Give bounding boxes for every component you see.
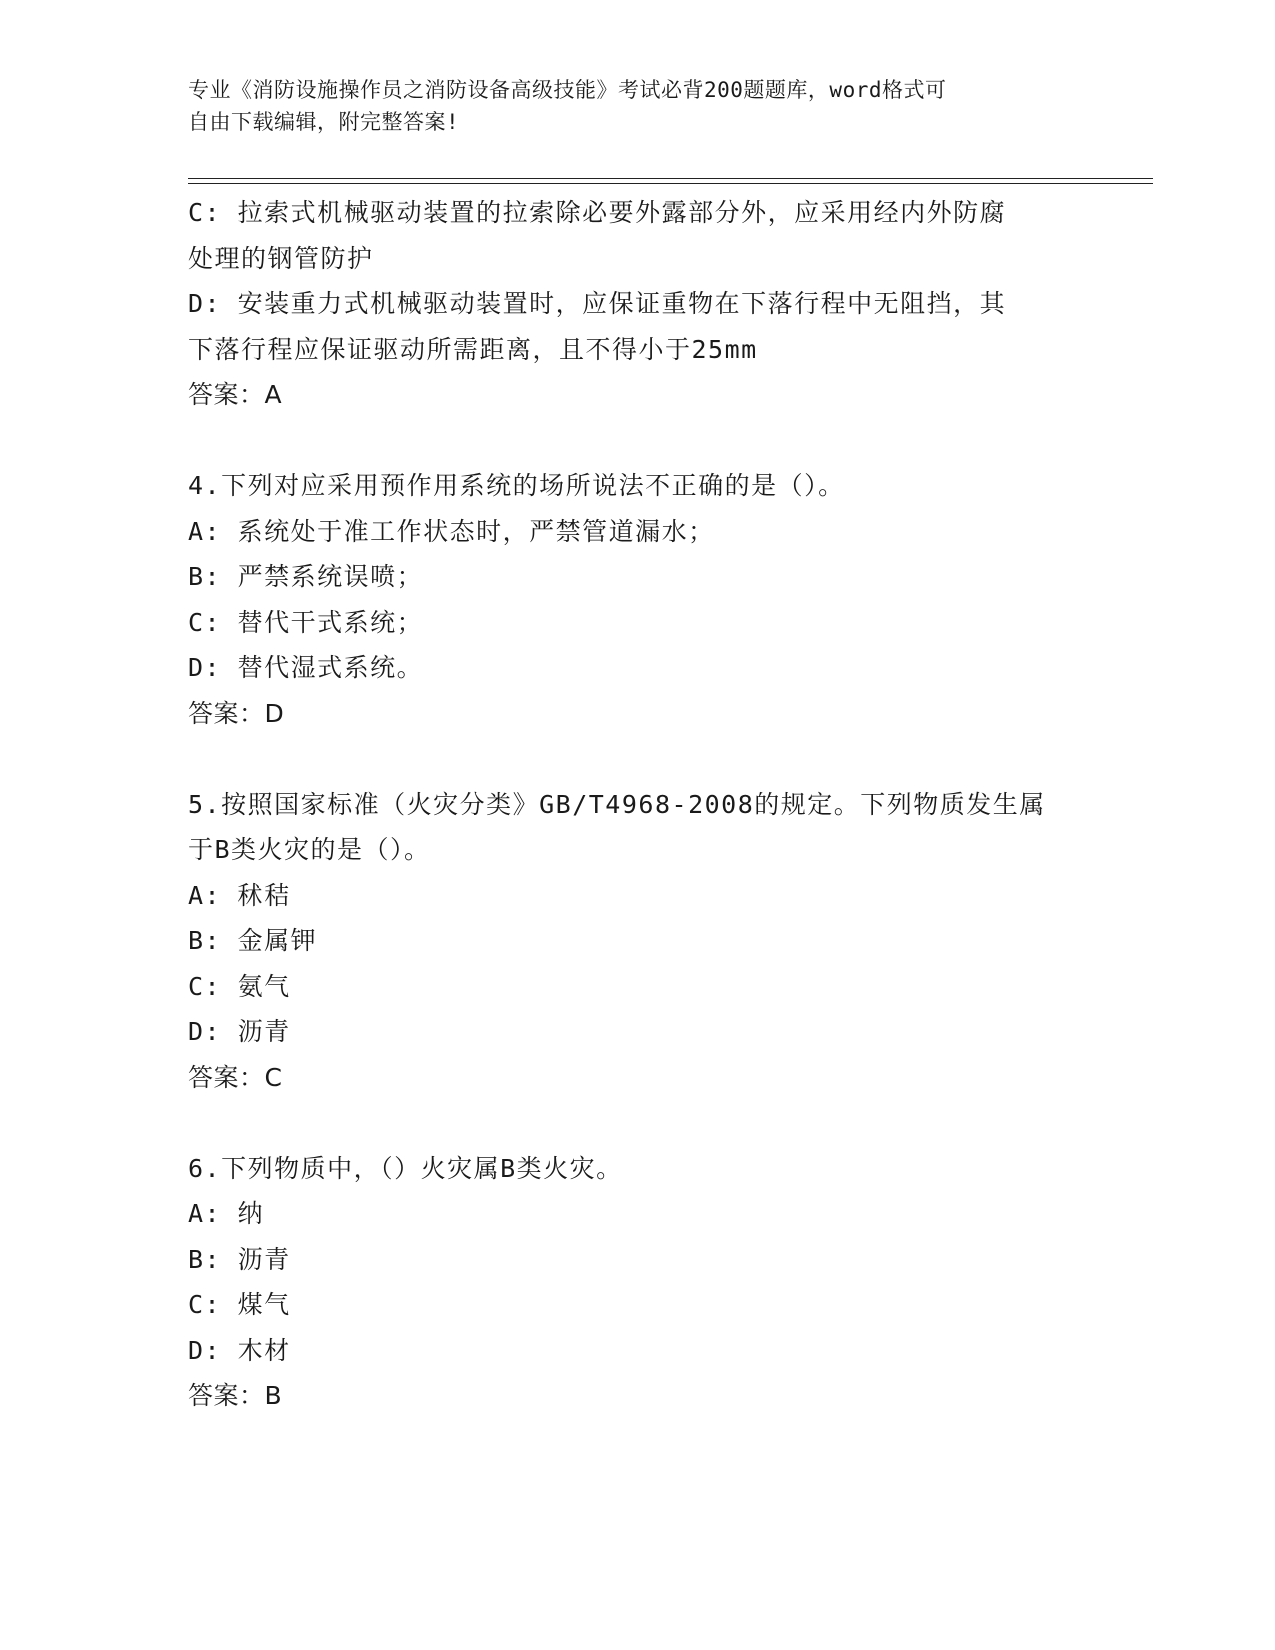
option-d-line-2: 下落行程应保证驱动所需距离，且不得小于25mm (188, 334, 758, 364)
option-a: A: 纳 (188, 1199, 265, 1228)
option-b: B: 严禁系统误喷； (188, 562, 424, 591)
answer-label: 答案：B (188, 1381, 283, 1410)
question-list (188, 190, 1088, 1419)
answer-label: 答案：A (188, 380, 283, 409)
header-divider-top (188, 178, 1153, 179)
header-divider-bottom (188, 183, 1153, 184)
option-d: D: 沥青 (188, 1017, 291, 1046)
question-stem-line-1: 5.按照国家标准（火灾分类》GB/T4968-2008的规定。下列物质发生属 (188, 789, 1046, 819)
question-stem: 6.下列物质中，（）火灾属B类火灾。 (188, 1153, 623, 1183)
option-c: C: 煤气 (188, 1290, 291, 1319)
question-3-continued (188, 190, 1088, 418)
question-5 (188, 782, 1088, 1101)
option-c: C: 替代干式系统； (188, 607, 424, 637)
option-b: B: 沥青 (188, 1244, 291, 1274)
option-c-line-2: 处理的钢管防护 (188, 243, 374, 273)
question-6 (188, 1146, 1088, 1419)
document-header (188, 74, 1068, 138)
answer-label: 答案：C (188, 1062, 283, 1092)
answer-label: 答案：D (188, 698, 285, 728)
question-stem-line-2: 于B类火灾的是（）。 (188, 835, 431, 864)
option-d: D: 木材 (188, 1335, 291, 1365)
question-stem: 4.下列对应采用预作用系统的场所说法不正确的是（）。 (188, 471, 845, 500)
question-gap (188, 1100, 1088, 1146)
option-c: C: 氨气 (188, 971, 291, 1001)
option-a: A: 系统处于准工作状态时，严禁管道漏水； (188, 516, 715, 546)
option-d: D: 替代湿式系统。 (188, 653, 424, 682)
question-gap (188, 418, 1088, 464)
header-title-line-2: 自由下载编辑，附完整答案! (188, 110, 460, 134)
header-title-line-1: 专业《消防设施操作员之消防设备高级技能》考试必背200题题库，word格式可 (188, 78, 947, 102)
question-4 (188, 463, 1088, 736)
option-c-line-1: C: 拉索式机械驱动装置的拉索除必要外露部分外，应采用经内外防腐 (188, 198, 1007, 227)
option-b: B: 金属钾 (188, 926, 318, 955)
question-gap (188, 736, 1088, 782)
option-a: A: 秫秸 (188, 880, 291, 910)
option-d-line-1: D: 安装重力式机械驱动装置时，应保证重物在下落行程中无阻挡，其 (188, 289, 1007, 318)
